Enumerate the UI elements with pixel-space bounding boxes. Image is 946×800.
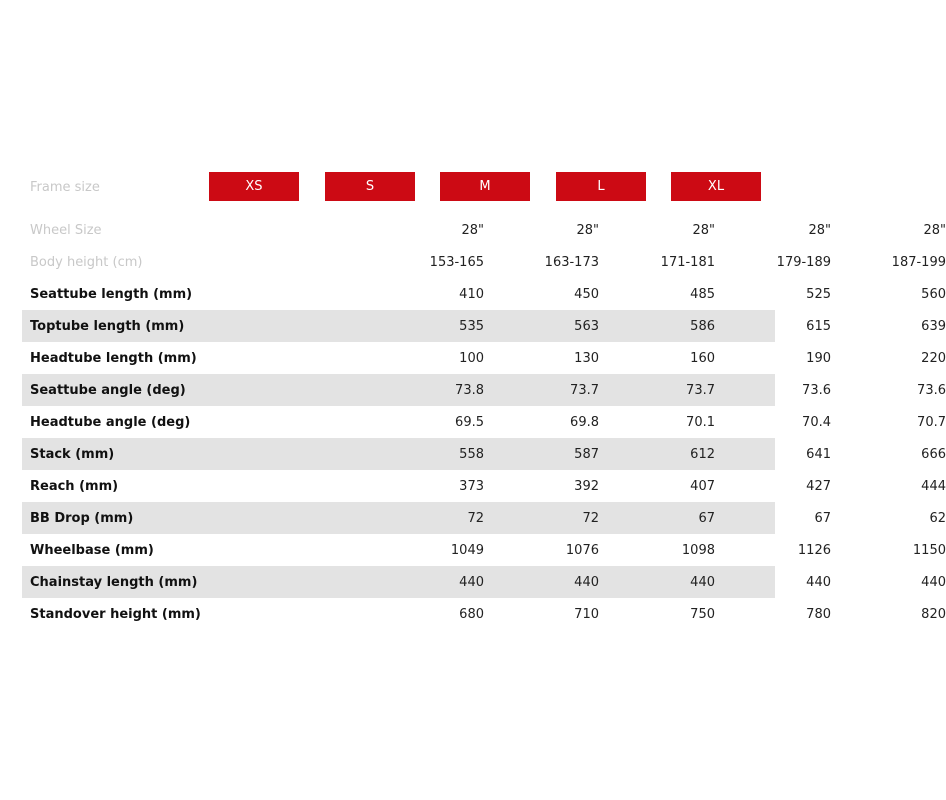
row-label: Toptube length (mm) [30, 318, 185, 334]
table-row-headtube-angle [22, 406, 946, 438]
value-l: 70.4 [802, 414, 831, 430]
value-xs: 100 [459, 350, 484, 366]
row-values [207, 470, 946, 502]
value-l: 73.6 [802, 382, 831, 398]
value-l: 179-189 [776, 254, 831, 270]
value-l: 641 [806, 446, 831, 462]
value-m: 67 [698, 510, 715, 526]
value-l: 525 [806, 286, 831, 302]
value-l: 1126 [797, 542, 831, 558]
size-tab-xs[interactable]: XS [209, 172, 299, 201]
value-xl: 70.7 [917, 414, 946, 430]
size-tab-xl[interactable]: XL [671, 172, 761, 201]
table-row-seattube-angle [22, 374, 946, 406]
value-s: 710 [574, 606, 599, 622]
value-l: 190 [806, 350, 831, 366]
value-xs: 69.5 [455, 414, 484, 430]
row-values [207, 406, 946, 438]
table-row-bb-drop [22, 502, 946, 534]
value-xs: 1049 [450, 542, 484, 558]
table-row-headtube-length [22, 342, 946, 374]
table-row-body-height [22, 246, 946, 278]
value-m: 407 [690, 478, 715, 494]
value-xl: 220 [921, 350, 946, 366]
row-values [207, 534, 946, 566]
value-s: 563 [574, 318, 599, 334]
value-xs: 28" [461, 222, 484, 238]
value-xs: 410 [459, 286, 484, 302]
value-m: 28" [692, 222, 715, 238]
value-m: 171-181 [660, 254, 715, 270]
row-label: Reach (mm) [30, 478, 119, 494]
value-l: 780 [806, 606, 831, 622]
value-s: 73.7 [570, 382, 599, 398]
value-m: 160 [690, 350, 715, 366]
row-values [207, 342, 946, 374]
value-m: 1098 [681, 542, 715, 558]
value-s: 69.8 [570, 414, 599, 430]
value-xl: 1150 [912, 542, 946, 558]
value-xs: 558 [459, 446, 484, 462]
value-xl: 187-199 [891, 254, 946, 270]
table-row-standover-height [22, 598, 946, 630]
row-values [207, 214, 946, 246]
value-xl: 560 [921, 286, 946, 302]
value-xl: 639 [921, 318, 946, 334]
row-label: Wheelbase (mm) [30, 542, 154, 558]
row-values [207, 502, 946, 534]
value-m: 73.7 [686, 382, 715, 398]
row-label: Standover height (mm) [30, 606, 201, 622]
row-values [207, 246, 946, 278]
row-values [207, 278, 946, 310]
table-row-wheelbase [22, 534, 946, 566]
row-label: Seattube angle (deg) [30, 382, 186, 398]
value-xl: 73.6 [917, 382, 946, 398]
size-tab-l[interactable]: L [556, 172, 646, 201]
frame-size-label: Frame size [30, 179, 100, 195]
row-values [207, 374, 946, 406]
value-s: 1076 [565, 542, 599, 558]
row-label: Wheel Size [30, 222, 102, 238]
table-row-reach [22, 470, 946, 502]
value-xl: 666 [921, 446, 946, 462]
value-m: 485 [690, 286, 715, 302]
value-s: 163-173 [544, 254, 599, 270]
value-xl: 28" [923, 222, 946, 238]
value-l: 28" [808, 222, 831, 238]
value-l: 427 [806, 478, 831, 494]
value-m: 750 [690, 606, 715, 622]
value-s: 587 [574, 446, 599, 462]
value-s: 392 [574, 478, 599, 494]
row-values [207, 566, 946, 598]
row-label: Stack (mm) [30, 446, 115, 462]
value-xs: 72 [467, 510, 484, 526]
row-label: Seattube length (mm) [30, 286, 193, 302]
value-l: 440 [806, 574, 831, 590]
value-s: 130 [574, 350, 599, 366]
row-values [207, 598, 946, 630]
value-xs: 153-165 [429, 254, 484, 270]
frame-size-header-row [22, 170, 775, 204]
size-tab-m[interactable]: M [440, 172, 530, 201]
row-values [207, 438, 946, 470]
row-values [207, 310, 946, 342]
value-s: 450 [574, 286, 599, 302]
table-row-wheel-size [22, 214, 946, 246]
table-row-toptube-length [22, 310, 946, 342]
value-m: 612 [690, 446, 715, 462]
value-xl: 820 [921, 606, 946, 622]
value-xl: 62 [929, 510, 946, 526]
value-xs: 73.8 [455, 382, 484, 398]
row-label: Chainstay length (mm) [30, 574, 198, 590]
row-label: Headtube angle (deg) [30, 414, 191, 430]
value-m: 586 [690, 318, 715, 334]
value-xs: 535 [459, 318, 484, 334]
size-tab-s[interactable]: S [325, 172, 415, 201]
value-s: 28" [576, 222, 599, 238]
row-label: Headtube length (mm) [30, 350, 197, 366]
table-row-seattube-length [22, 278, 946, 310]
table-row-stack [22, 438, 946, 470]
value-xs: 440 [459, 574, 484, 590]
value-m: 440 [690, 574, 715, 590]
geometry-table [22, 170, 946, 630]
value-xl: 440 [921, 574, 946, 590]
value-s: 72 [582, 510, 599, 526]
value-xs: 680 [459, 606, 484, 622]
value-s: 440 [574, 574, 599, 590]
value-l: 67 [814, 510, 831, 526]
value-m: 70.1 [686, 414, 715, 430]
row-label: Body height (cm) [30, 254, 143, 270]
value-l: 615 [806, 318, 831, 334]
table-row-chainstay-length [22, 566, 946, 598]
size-tabs [207, 170, 775, 204]
value-xl: 444 [921, 478, 946, 494]
row-label: BB Drop (mm) [30, 510, 134, 526]
value-xs: 373 [459, 478, 484, 494]
